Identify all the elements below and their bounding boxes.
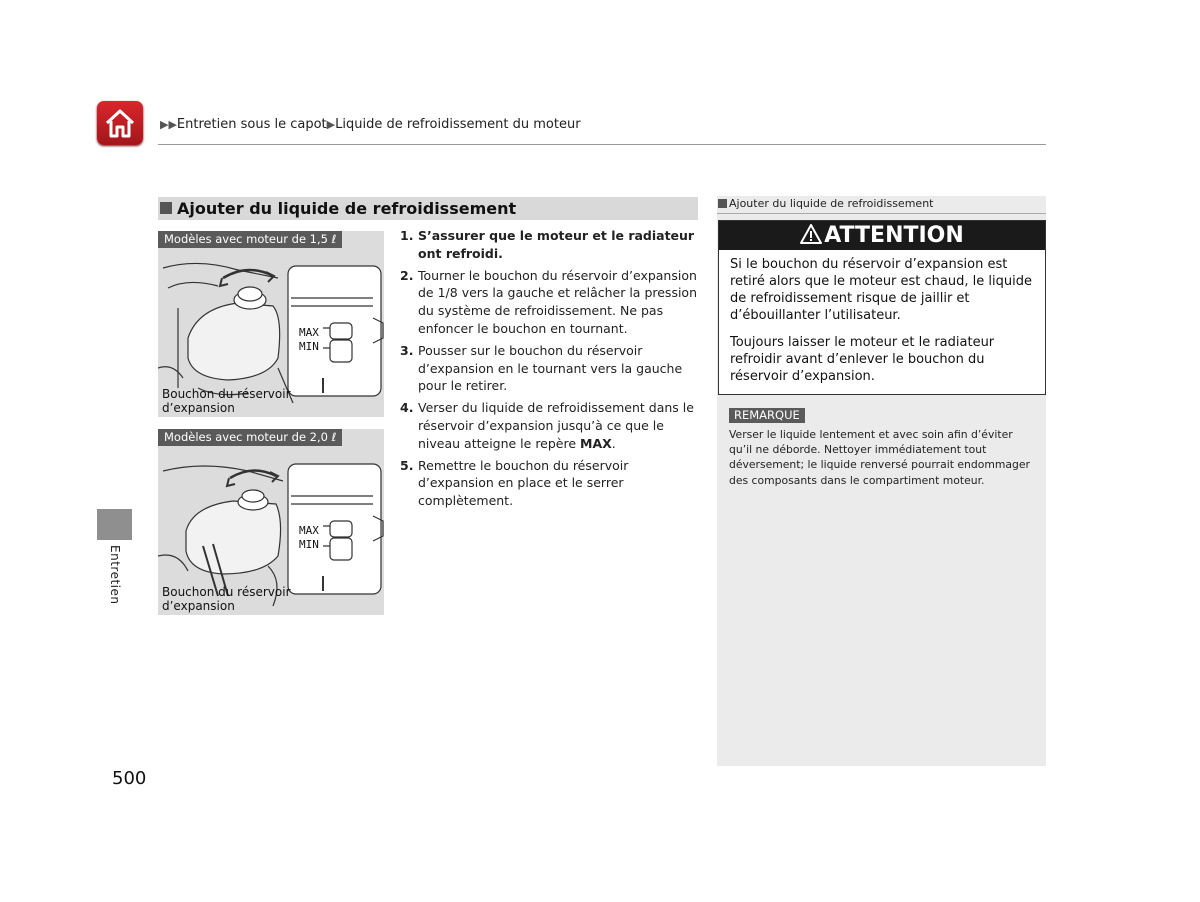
home-button[interactable] <box>97 101 143 145</box>
breadcrumb-arrow-icon: ▶ <box>326 118 336 131</box>
home-icon <box>102 105 138 141</box>
section-title: Ajouter du liquide de refroidissement <box>177 199 517 218</box>
section-marker-icon <box>160 202 172 214</box>
reference-icon <box>718 199 727 208</box>
warning-triangle-icon <box>800 224 822 244</box>
header-divider <box>158 144 1046 145</box>
step-item: 5. Remettre le bouchon du réservoir d’expansion en place et le serrer complètement. <box>400 457 629 509</box>
figure-caption: Modèles avec moteur de 1,5 ℓ <box>158 231 342 248</box>
warning-box <box>718 220 1046 395</box>
figure-engine-1-5 <box>158 231 384 417</box>
warning-paragraph: Si le bouchon du réservoir d’expansion est retiré alors que le moteur est chaud, le liquide de refroidissement risque de jaillir et d’ébouillanter l’utilisateur. <box>730 257 1032 323</box>
step-item: 3. Pousser sur le bouchon du réservoir d’expansion en le tournant vers la gauche pour le retirer. <box>400 342 683 394</box>
side-notes-column <box>717 196 1046 766</box>
breadcrumb-current: Liquide de refroidissement du moteur <box>335 117 581 132</box>
chapter-tab-label: Entretien <box>108 545 122 605</box>
breadcrumb <box>160 117 581 132</box>
figure-engine-2-0 <box>158 429 384 615</box>
min-mark: MIN <box>299 538 319 551</box>
min-mark: MIN <box>299 340 319 353</box>
cross-reference-title: Ajouter du liquide de refroidissement <box>729 197 934 210</box>
cross-reference[interactable] <box>717 196 1046 214</box>
chapter-tab[interactable] <box>97 509 132 540</box>
note-badge: REMARQUE <box>729 408 805 423</box>
figure-caption: Modèles avec moteur de 2,0 ℓ <box>158 429 342 446</box>
step-item: 4. Verser du liquide de refroidissement dans le réservoir d’expansion jusqu’à ce que le niveau atteigne le repère MAX. <box>400 400 694 451</box>
section-heading <box>158 197 698 220</box>
step-item: 1. S’assurer que le moteur et le radiateur ont refroidi. <box>400 228 695 261</box>
max-mark: MAX <box>299 524 319 537</box>
max-mark-text: MAX <box>580 435 612 451</box>
reservoir-cap-label: Bouchon du réservoir d’expansion <box>162 387 291 415</box>
warning-title: ATTENTION <box>824 223 964 248</box>
procedure-steps <box>400 227 700 514</box>
reservoir-cap-label: Bouchon du réservoir d’expansion <box>162 585 291 613</box>
note-text: Verser le liquide lentement et avec soin afin d’éviter qu’il ne déborde. Nettoyer immédiatement tout déversement; le liquide renversé pourrait endommager des composants dans le compartiment moteur. <box>729 428 1030 487</box>
page-number: 500 <box>112 768 147 789</box>
step-item: 2. Tourner le bouchon du réservoir d’expansion de 1/8 vers la gauche et relâcher la pression du système de refroidissement. Ne pas enfoncer le bouchon en tournant. <box>400 267 697 336</box>
warning-paragraph: Toujours laisser le moteur et le radiateur refroidir avant d’enlever le bouchon du réservoir d’expansion. <box>730 335 995 384</box>
breadcrumb-link-maintenance[interactable]: Entretien sous le capot <box>176 117 327 132</box>
max-mark: MAX <box>299 326 319 339</box>
warning-header <box>719 221 1045 250</box>
breadcrumb-arrow-icon: ▶▶ <box>160 118 177 131</box>
